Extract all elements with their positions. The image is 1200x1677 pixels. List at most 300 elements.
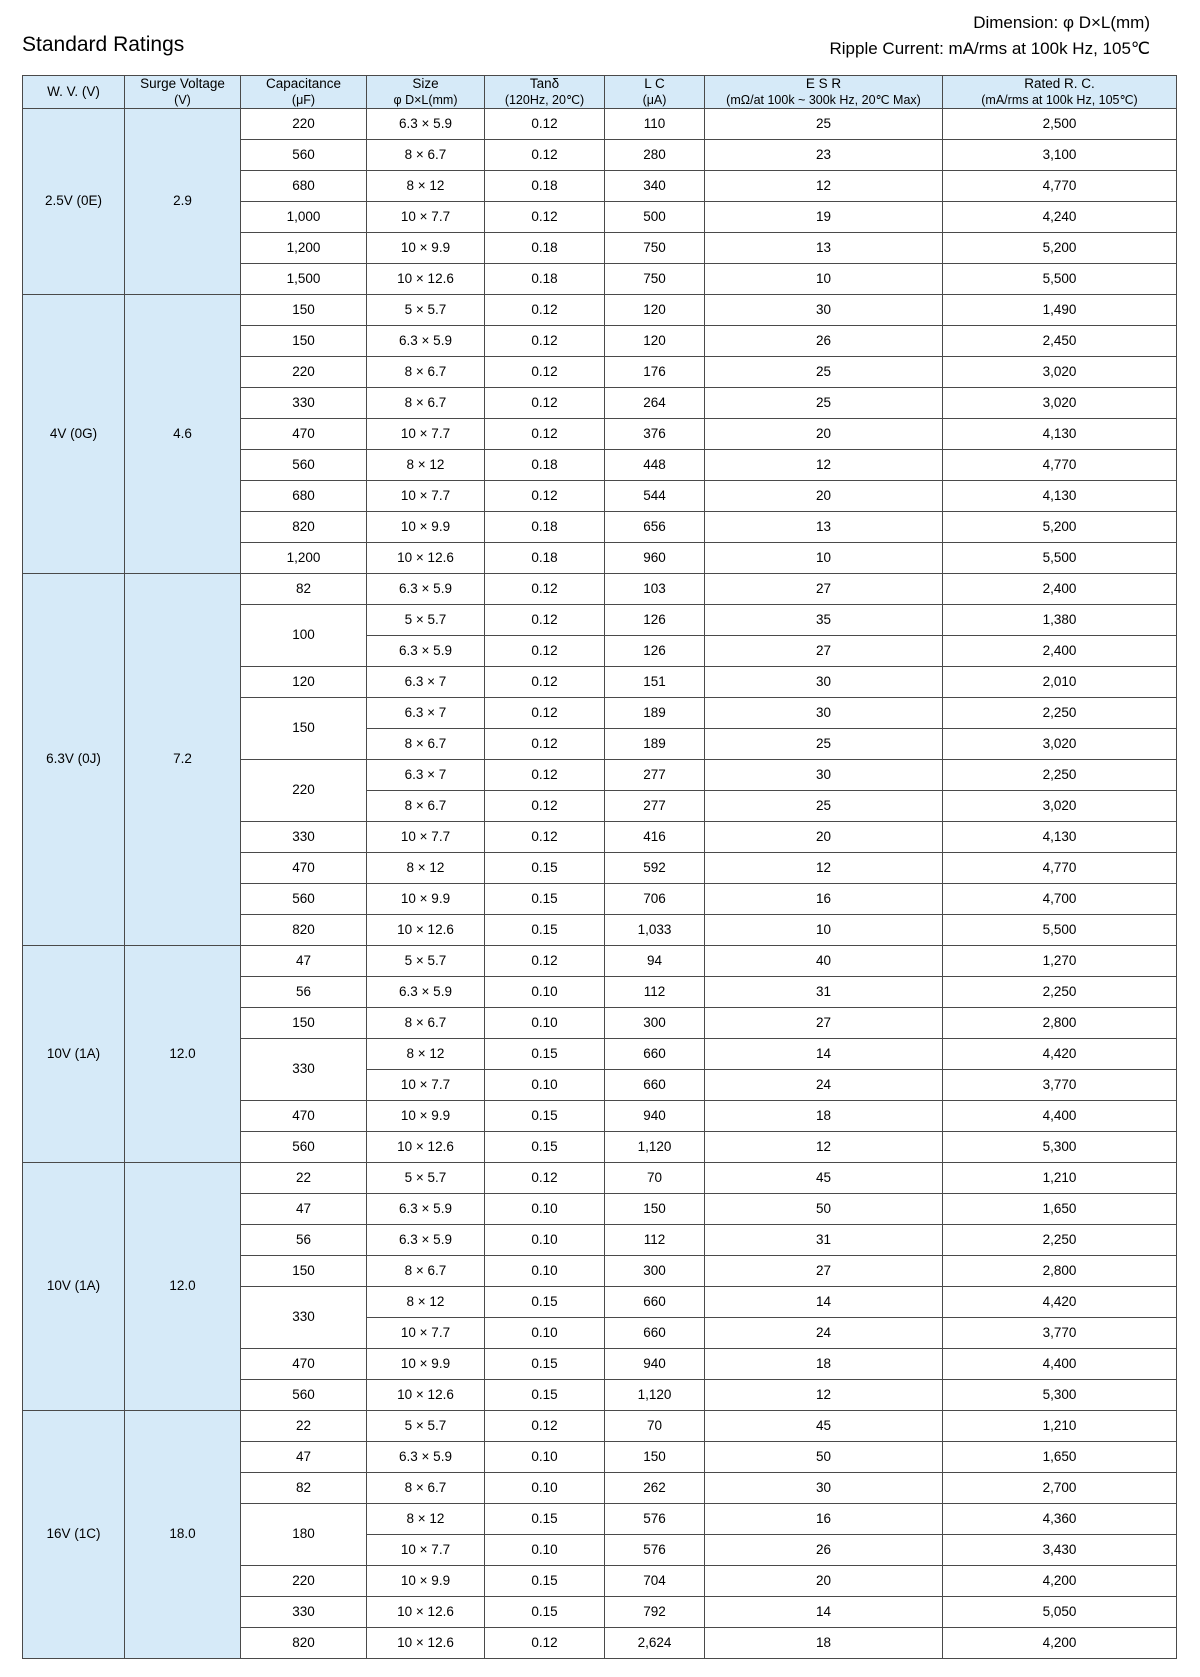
leakage-current-cell: 416 [605, 822, 705, 853]
column-header-4 [485, 75, 605, 109]
esr-cell: 30 [705, 1473, 943, 1504]
rated-ripple-current-cell: 2,400 [943, 574, 1177, 605]
leakage-current-cell: 544 [605, 481, 705, 512]
size-cell: 8 × 6.7 [367, 1008, 485, 1039]
tand-cell: 0.12 [485, 481, 605, 512]
column-header-subtitle: (μA) [642, 92, 667, 107]
tand-cell: 0.12 [485, 822, 605, 853]
esr-cell: 12 [705, 171, 943, 202]
esr-cell: 35 [705, 605, 943, 636]
rated-ripple-current-cell: 5,050 [943, 1597, 1177, 1628]
esr-cell: 18 [705, 1101, 943, 1132]
column-header-6 [705, 75, 943, 109]
capacitance-cell: 470 [241, 419, 367, 450]
capacitance-cell: 220 [241, 357, 367, 388]
tand-cell: 0.18 [485, 171, 605, 202]
size-cell: 8 × 12 [367, 1039, 485, 1070]
esr-cell: 27 [705, 636, 943, 667]
capacitance-cell: 330 [241, 388, 367, 419]
tand-cell: 0.12 [485, 1163, 605, 1194]
rated-ripple-current-cell: 5,300 [943, 1132, 1177, 1163]
leakage-current-cell: 940 [605, 1349, 705, 1380]
leakage-current-cell: 1,033 [605, 915, 705, 946]
surge-voltage-cell: 4.6 [125, 295, 241, 574]
tand-cell: 0.15 [485, 1504, 605, 1535]
page-title: Standard Ratings [22, 32, 185, 56]
table-row [23, 109, 1177, 140]
size-cell: 6.3 × 5.9 [367, 109, 485, 140]
esr-cell: 12 [705, 1132, 943, 1163]
esr-cell: 30 [705, 667, 943, 698]
table-header [23, 75, 1177, 109]
surge-voltage-cell: 12.0 [125, 946, 241, 1163]
esr-cell: 40 [705, 946, 943, 977]
leakage-current-cell: 704 [605, 1566, 705, 1597]
rated-ripple-current-cell: 2,800 [943, 1008, 1177, 1039]
rated-ripple-current-cell: 4,200 [943, 1628, 1177, 1659]
column-header-title: Capacitance [265, 75, 342, 91]
leakage-current-cell: 1,120 [605, 1132, 705, 1163]
rated-ripple-current-cell: 3,020 [943, 357, 1177, 388]
rated-ripple-current-cell: 2,250 [943, 698, 1177, 729]
tand-cell: 0.10 [485, 1473, 605, 1504]
note-dimension: Dimension: φ D×L(mm) [973, 13, 1150, 32]
column-header-title: Rated R. C. [1024, 75, 1095, 91]
esr-cell: 14 [705, 1039, 943, 1070]
leakage-current-cell: 126 [605, 605, 705, 636]
esr-cell: 19 [705, 202, 943, 233]
leakage-current-cell: 660 [605, 1287, 705, 1318]
rated-ripple-current-cell: 2,010 [943, 667, 1177, 698]
working-voltage-cell: 16V (1C) [23, 1411, 125, 1659]
capacitance-cell: 56 [241, 977, 367, 1008]
capacitance-cell: 22 [241, 1163, 367, 1194]
tand-cell: 0.12 [485, 140, 605, 171]
capacitance-cell: 680 [241, 481, 367, 512]
esr-cell: 12 [705, 1380, 943, 1411]
size-cell: 10 × 7.7 [367, 1070, 485, 1101]
column-header-0 [23, 75, 125, 109]
working-voltage-cell: 2.5V (0E) [23, 109, 125, 295]
working-voltage-cell: 10V (1A) [23, 946, 125, 1163]
esr-cell: 50 [705, 1442, 943, 1473]
size-cell: 8 × 6.7 [367, 729, 485, 760]
rated-ripple-current-cell: 2,450 [943, 326, 1177, 357]
capacitance-cell: 82 [241, 1473, 367, 1504]
esr-cell: 23 [705, 140, 943, 171]
capacitance-cell: 330 [241, 1597, 367, 1628]
leakage-current-cell: 94 [605, 946, 705, 977]
size-cell: 5 × 5.7 [367, 1163, 485, 1194]
rated-ripple-current-cell: 4,240 [943, 202, 1177, 233]
column-header-title: L C [644, 75, 665, 91]
leakage-current-cell: 151 [605, 667, 705, 698]
column-header-title: Size [412, 75, 439, 91]
column-header-subtitle: (mA/rms at 100k Hz, 105℃) [981, 92, 1138, 107]
rated-ripple-current-cell: 3,770 [943, 1070, 1177, 1101]
esr-cell: 20 [705, 1566, 943, 1597]
tand-cell: 0.18 [485, 512, 605, 543]
tand-cell: 0.12 [485, 729, 605, 760]
tand-cell: 0.12 [485, 574, 605, 605]
tand-cell: 0.12 [485, 1411, 605, 1442]
tand-cell: 0.12 [485, 605, 605, 636]
rated-ripple-current-cell: 3,020 [943, 388, 1177, 419]
esr-cell: 25 [705, 357, 943, 388]
capacitance-cell: 220 [241, 760, 367, 822]
leakage-current-cell: 70 [605, 1411, 705, 1442]
size-cell: 10 × 9.9 [367, 512, 485, 543]
note-ripple: Ripple Current: mA/rms at 100k Hz, 105℃ [829, 39, 1150, 59]
rated-ripple-current-cell: 5,500 [943, 264, 1177, 295]
column-header-title: E S R [805, 75, 842, 91]
esr-cell: 13 [705, 512, 943, 543]
size-cell: 6.3 × 5.9 [367, 1442, 485, 1473]
size-cell: 8 × 12 [367, 1504, 485, 1535]
esr-cell: 16 [705, 884, 943, 915]
capacitance-cell: 820 [241, 512, 367, 543]
esr-cell: 31 [705, 1225, 943, 1256]
leakage-current-cell: 448 [605, 450, 705, 481]
rated-ripple-current-cell: 5,200 [943, 512, 1177, 543]
capacitance-cell: 560 [241, 1380, 367, 1411]
table-row [23, 946, 1177, 977]
esr-cell: 26 [705, 326, 943, 357]
size-cell: 8 × 12 [367, 853, 485, 884]
rated-ripple-current-cell: 3,020 [943, 791, 1177, 822]
tand-cell: 0.15 [485, 1380, 605, 1411]
size-cell: 10 × 12.6 [367, 1597, 485, 1628]
tand-cell: 0.10 [485, 1008, 605, 1039]
capacitance-cell: 680 [241, 171, 367, 202]
column-header-7 [943, 75, 1177, 109]
rated-ripple-current-cell: 3,020 [943, 729, 1177, 760]
esr-cell: 30 [705, 760, 943, 791]
esr-cell: 30 [705, 295, 943, 326]
esr-cell: 25 [705, 109, 943, 140]
column-header-subtitle: (μF) [291, 92, 316, 107]
tand-cell: 0.12 [485, 388, 605, 419]
leakage-current-cell: 189 [605, 729, 705, 760]
capacitance-cell: 1,000 [241, 202, 367, 233]
rated-ripple-current-cell: 4,420 [943, 1039, 1177, 1070]
tand-cell: 0.10 [485, 977, 605, 1008]
rated-ripple-current-cell: 4,770 [943, 450, 1177, 481]
leakage-current-cell: 112 [605, 1225, 705, 1256]
leakage-current-cell: 112 [605, 977, 705, 1008]
column-header-subtitle: (mΩ/at 100k ~ 300k Hz, 20℃ Max) [726, 92, 921, 107]
leakage-current-cell: 656 [605, 512, 705, 543]
tand-cell: 0.15 [485, 884, 605, 915]
top-notes [22, 10, 1178, 63]
size-cell: 6.3 × 5.9 [367, 326, 485, 357]
leakage-current-cell: 340 [605, 171, 705, 202]
rated-ripple-current-cell: 2,700 [943, 1473, 1177, 1504]
surge-voltage-cell: 18.0 [125, 1411, 241, 1659]
size-cell: 10 × 7.7 [367, 202, 485, 233]
tand-cell: 0.12 [485, 667, 605, 698]
table-row [23, 295, 1177, 326]
leakage-current-cell: 176 [605, 357, 705, 388]
tand-cell: 0.10 [485, 1070, 605, 1101]
tand-cell: 0.15 [485, 915, 605, 946]
esr-cell: 27 [705, 1008, 943, 1039]
leakage-current-cell: 126 [605, 636, 705, 667]
working-voltage-cell: 6.3V (0J) [23, 574, 125, 946]
column-header-1 [125, 75, 241, 109]
size-cell: 10 × 9.9 [367, 1349, 485, 1380]
size-cell: 10 × 12.6 [367, 264, 485, 295]
esr-cell: 25 [705, 791, 943, 822]
esr-cell: 45 [705, 1411, 943, 1442]
rated-ripple-current-cell: 1,650 [943, 1442, 1177, 1473]
leakage-current-cell: 576 [605, 1535, 705, 1566]
capacitance-cell: 820 [241, 915, 367, 946]
tand-cell: 0.12 [485, 636, 605, 667]
leakage-current-cell: 120 [605, 295, 705, 326]
size-cell: 6.3 × 5.9 [367, 636, 485, 667]
tand-cell: 0.10 [485, 1194, 605, 1225]
rated-ripple-current-cell: 3,430 [943, 1535, 1177, 1566]
capacitance-cell: 150 [241, 698, 367, 760]
rated-ripple-current-cell: 1,270 [943, 946, 1177, 977]
size-cell: 10 × 12.6 [367, 543, 485, 574]
tand-cell: 0.12 [485, 1628, 605, 1659]
esr-cell: 12 [705, 450, 943, 481]
capacitance-cell: 560 [241, 884, 367, 915]
rated-ripple-current-cell: 4,130 [943, 419, 1177, 450]
size-cell: 8 × 6.7 [367, 357, 485, 388]
size-cell: 10 × 7.7 [367, 822, 485, 853]
leakage-current-cell: 280 [605, 140, 705, 171]
surge-voltage-cell: 7.2 [125, 574, 241, 946]
tand-cell: 0.10 [485, 1442, 605, 1473]
capacitance-cell: 560 [241, 1132, 367, 1163]
capacitance-cell: 220 [241, 109, 367, 140]
size-cell: 5 × 5.7 [367, 295, 485, 326]
size-cell: 6.3 × 5.9 [367, 1194, 485, 1225]
capacitance-cell: 82 [241, 574, 367, 605]
size-cell: 10 × 12.6 [367, 915, 485, 946]
esr-cell: 18 [705, 1628, 943, 1659]
tand-cell: 0.18 [485, 233, 605, 264]
size-cell: 5 × 5.7 [367, 946, 485, 977]
size-cell: 6.3 × 7 [367, 667, 485, 698]
leakage-current-cell: 960 [605, 543, 705, 574]
rated-ripple-current-cell: 4,130 [943, 481, 1177, 512]
leakage-current-cell: 660 [605, 1318, 705, 1349]
capacitance-cell: 150 [241, 295, 367, 326]
leakage-current-cell: 110 [605, 109, 705, 140]
rated-ripple-current-cell: 2,400 [943, 636, 1177, 667]
rated-ripple-current-cell: 4,770 [943, 853, 1177, 884]
rated-ripple-current-cell: 1,380 [943, 605, 1177, 636]
capacitance-cell: 56 [241, 1225, 367, 1256]
leakage-current-cell: 706 [605, 884, 705, 915]
rated-ripple-current-cell: 2,250 [943, 1225, 1177, 1256]
esr-cell: 45 [705, 1163, 943, 1194]
leakage-current-cell: 103 [605, 574, 705, 605]
standard-ratings-table [22, 75, 1177, 1660]
esr-cell: 25 [705, 388, 943, 419]
capacitance-cell: 150 [241, 326, 367, 357]
size-cell: 10 × 7.7 [367, 1318, 485, 1349]
size-cell: 10 × 9.9 [367, 233, 485, 264]
rated-ripple-current-cell: 3,100 [943, 140, 1177, 171]
esr-cell: 50 [705, 1194, 943, 1225]
capacitance-cell: 1,200 [241, 233, 367, 264]
rated-ripple-current-cell: 2,800 [943, 1256, 1177, 1287]
table-body [23, 109, 1177, 1659]
size-cell: 5 × 5.7 [367, 1411, 485, 1442]
rated-ripple-current-cell: 2,250 [943, 977, 1177, 1008]
size-cell: 6.3 × 5.9 [367, 574, 485, 605]
rated-ripple-current-cell: 4,200 [943, 1566, 1177, 1597]
size-cell: 6.3 × 5.9 [367, 1225, 485, 1256]
size-cell: 10 × 9.9 [367, 884, 485, 915]
capacitance-cell: 820 [241, 1628, 367, 1659]
tand-cell: 0.10 [485, 1535, 605, 1566]
rated-ripple-current-cell: 4,130 [943, 822, 1177, 853]
size-cell: 10 × 12.6 [367, 1132, 485, 1163]
tand-cell: 0.15 [485, 1566, 605, 1597]
leakage-current-cell: 277 [605, 791, 705, 822]
esr-cell: 13 [705, 233, 943, 264]
rated-ripple-current-cell: 5,500 [943, 915, 1177, 946]
size-cell: 10 × 9.9 [367, 1101, 485, 1132]
rated-ripple-current-cell: 4,770 [943, 171, 1177, 202]
esr-cell: 31 [705, 977, 943, 1008]
column-header-subtitle: (V) [174, 92, 191, 107]
esr-cell: 12 [705, 853, 943, 884]
rated-ripple-current-cell: 5,200 [943, 233, 1177, 264]
capacitance-cell: 47 [241, 1194, 367, 1225]
rated-ripple-current-cell: 2,500 [943, 109, 1177, 140]
esr-cell: 10 [705, 264, 943, 295]
tand-cell: 0.15 [485, 1597, 605, 1628]
esr-cell: 20 [705, 822, 943, 853]
capacitance-cell: 150 [241, 1256, 367, 1287]
tand-cell: 0.15 [485, 1101, 605, 1132]
capacitance-cell: 220 [241, 1566, 367, 1597]
leakage-current-cell: 576 [605, 1504, 705, 1535]
leakage-current-cell: 150 [605, 1194, 705, 1225]
rated-ripple-current-cell: 4,400 [943, 1101, 1177, 1132]
column-header-title: W. V. (V) [47, 83, 100, 99]
leakage-current-cell: 750 [605, 233, 705, 264]
leakage-current-cell: 592 [605, 853, 705, 884]
tand-cell: 0.12 [485, 698, 605, 729]
rated-ripple-current-cell: 1,650 [943, 1194, 1177, 1225]
rated-ripple-current-cell: 2,250 [943, 760, 1177, 791]
leakage-current-cell: 940 [605, 1101, 705, 1132]
leakage-current-cell: 189 [605, 698, 705, 729]
capacitance-cell: 1,500 [241, 264, 367, 295]
rated-ripple-current-cell: 1,490 [943, 295, 1177, 326]
table-header-row [23, 75, 1177, 109]
tand-cell: 0.15 [485, 1132, 605, 1163]
esr-cell: 18 [705, 1349, 943, 1380]
leakage-current-cell: 792 [605, 1597, 705, 1628]
tand-cell: 0.12 [485, 357, 605, 388]
surge-voltage-cell: 2.9 [125, 109, 241, 295]
rated-ripple-current-cell: 1,210 [943, 1411, 1177, 1442]
capacitance-cell: 150 [241, 1008, 367, 1039]
rated-ripple-current-cell: 4,420 [943, 1287, 1177, 1318]
column-header-5 [605, 75, 705, 109]
capacitance-cell: 22 [241, 1411, 367, 1442]
esr-cell: 27 [705, 574, 943, 605]
tand-cell: 0.15 [485, 1039, 605, 1070]
column-header-title: Tanδ [529, 75, 560, 91]
esr-cell: 10 [705, 915, 943, 946]
rated-ripple-current-cell: 4,360 [943, 1504, 1177, 1535]
column-header-title: Surge Voltage [140, 75, 225, 91]
tand-cell: 0.12 [485, 419, 605, 450]
leakage-current-cell: 660 [605, 1039, 705, 1070]
leakage-current-cell: 262 [605, 1473, 705, 1504]
capacitance-cell: 120 [241, 667, 367, 698]
capacitance-cell: 560 [241, 140, 367, 171]
size-cell: 8 × 6.7 [367, 791, 485, 822]
working-voltage-cell: 10V (1A) [23, 1163, 125, 1411]
rated-ripple-current-cell: 1,210 [943, 1163, 1177, 1194]
rated-ripple-current-cell: 5,300 [943, 1380, 1177, 1411]
tand-cell: 0.12 [485, 326, 605, 357]
tand-cell: 0.12 [485, 946, 605, 977]
capacitance-cell: 470 [241, 1349, 367, 1380]
table-row [23, 574, 1177, 605]
size-cell: 5 × 5.7 [367, 605, 485, 636]
tand-cell: 0.15 [485, 853, 605, 884]
size-cell: 8 × 12 [367, 171, 485, 202]
esr-cell: 24 [705, 1318, 943, 1349]
esr-cell: 14 [705, 1287, 943, 1318]
tand-cell: 0.18 [485, 264, 605, 295]
tand-cell: 0.18 [485, 450, 605, 481]
tand-cell: 0.12 [485, 791, 605, 822]
column-header-3 [367, 75, 485, 109]
leakage-current-cell: 660 [605, 1070, 705, 1101]
capacitance-cell: 180 [241, 1504, 367, 1566]
capacitance-cell: 330 [241, 1039, 367, 1101]
capacitance-cell: 330 [241, 822, 367, 853]
size-cell: 10 × 9.9 [367, 1566, 485, 1597]
capacitance-cell: 560 [241, 450, 367, 481]
rated-ripple-current-cell: 3,770 [943, 1318, 1177, 1349]
leakage-current-cell: 264 [605, 388, 705, 419]
size-cell: 6.3 × 7 [367, 698, 485, 729]
capacitance-cell: 100 [241, 605, 367, 667]
size-cell: 10 × 7.7 [367, 481, 485, 512]
tand-cell: 0.10 [485, 1225, 605, 1256]
size-cell: 6.3 × 7 [367, 760, 485, 791]
leakage-current-cell: 2,624 [605, 1628, 705, 1659]
leakage-current-cell: 500 [605, 202, 705, 233]
tand-cell: 0.15 [485, 1287, 605, 1318]
size-cell: 10 × 12.6 [367, 1628, 485, 1659]
rated-ripple-current-cell: 4,700 [943, 884, 1177, 915]
tand-cell: 0.10 [485, 1256, 605, 1287]
column-header-2 [241, 75, 367, 109]
size-cell: 6.3 × 5.9 [367, 977, 485, 1008]
tand-cell: 0.12 [485, 295, 605, 326]
size-cell: 8 × 6.7 [367, 1473, 485, 1504]
table-row [23, 1163, 1177, 1194]
size-cell: 10 × 7.7 [367, 1535, 485, 1566]
esr-cell: 20 [705, 419, 943, 450]
leakage-current-cell: 150 [605, 1442, 705, 1473]
